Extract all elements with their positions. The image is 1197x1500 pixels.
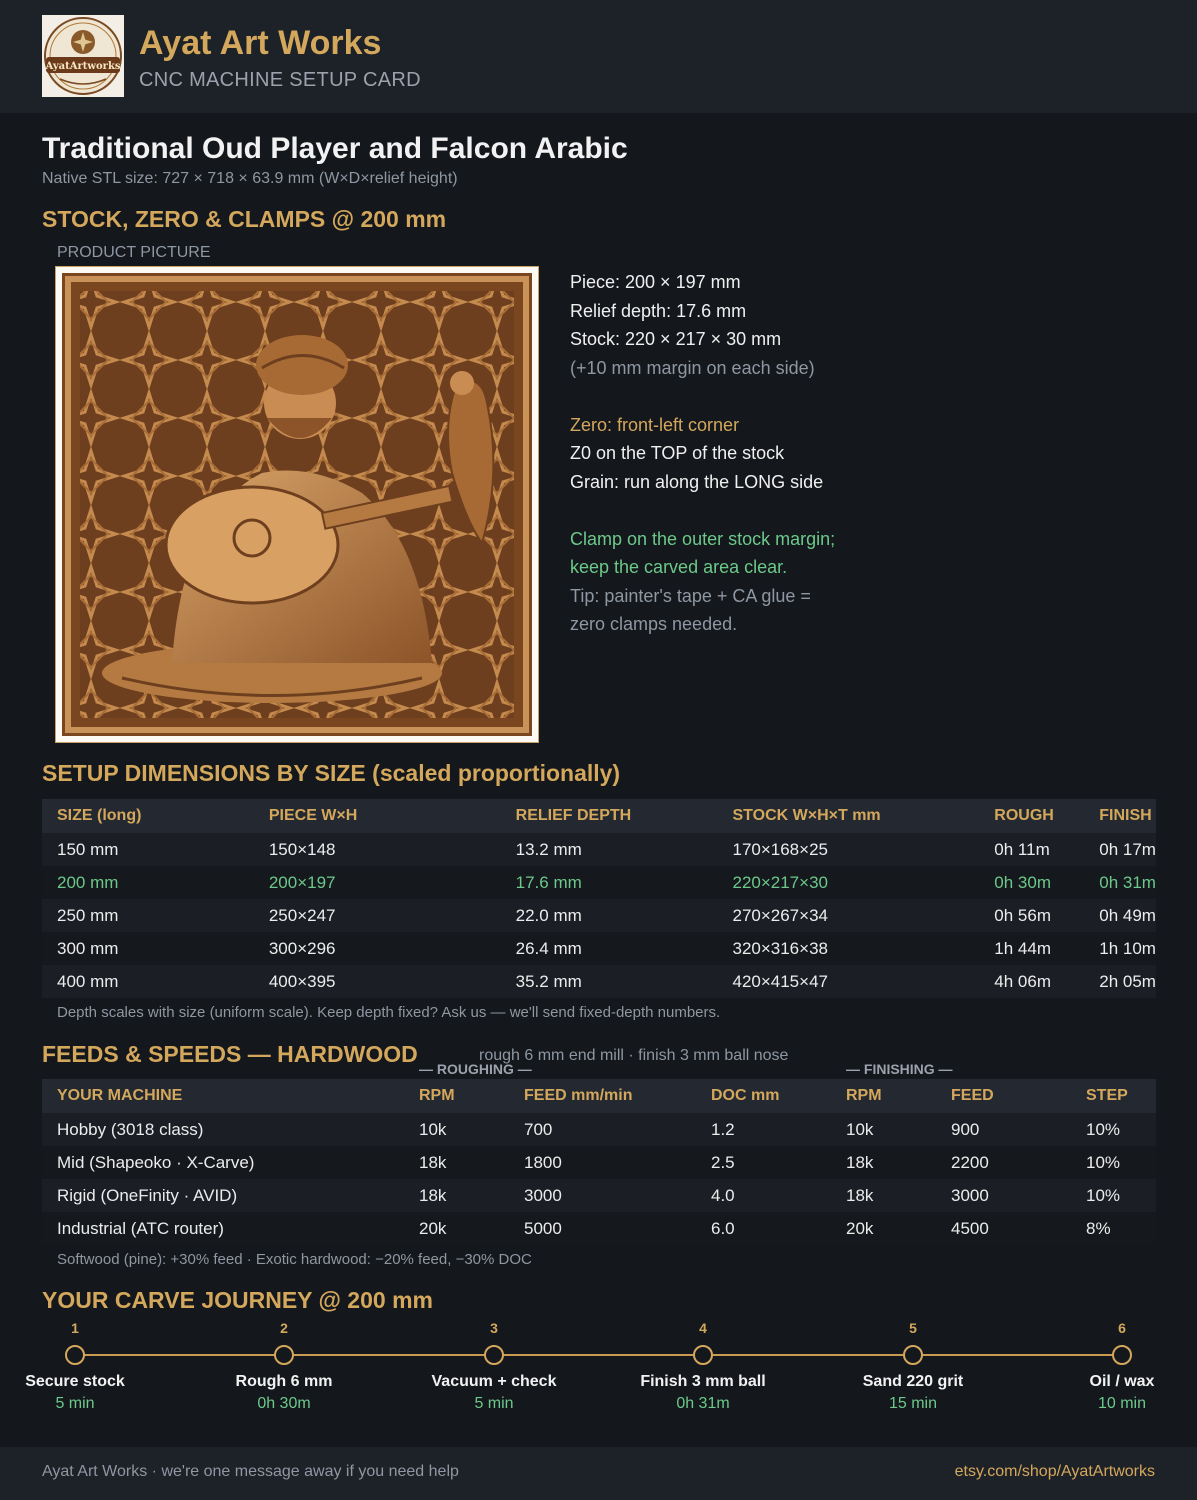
cell: 26.4 mm	[501, 932, 718, 965]
col-size: SIZE (long)	[42, 799, 254, 833]
step-time: 0h 30m	[257, 1395, 311, 1412]
col-stock: STOCK W×H×T mm	[717, 799, 979, 833]
stock-specs	[570, 268, 835, 639]
dimensions-note: Depth scales with size (uniform scale). Keep depth fixed? Ask us — we'll send fixed-depth numbers.	[57, 1004, 721, 1021]
cell: 4h 06m	[979, 965, 1084, 998]
cell: 150 mm	[42, 833, 254, 866]
journey-step	[613, 1320, 793, 1413]
spec-clamp-2: keep the carved area clear.	[570, 557, 788, 577]
cell: 6.0	[696, 1212, 831, 1245]
footer	[0, 1447, 1197, 1500]
cell: 20k	[404, 1212, 509, 1245]
table-row	[42, 1179, 1156, 1212]
stock-heading: STOCK, ZERO & CLAMPS @ 200 mm	[42, 206, 447, 232]
spec-piece: Piece: 200 × 197 mm	[570, 272, 741, 292]
step-number: 6	[1118, 1320, 1126, 1336]
cell: 10k	[831, 1113, 936, 1146]
cell: 2.5	[696, 1146, 831, 1179]
cell: 700	[509, 1113, 696, 1146]
dimensions-heading: SETUP DIMENSIONS BY SIZE (scaled proportionally)	[42, 760, 621, 786]
cell: 170×168×25	[717, 833, 979, 866]
spec-clamp-1: Clamp on the outer stock margin;	[570, 528, 836, 549]
group-finishing: — FINISHING —	[846, 1061, 953, 1077]
cell: 10%	[1071, 1146, 1156, 1179]
cell: 1h 44m	[979, 932, 1084, 965]
cell: 10k	[404, 1113, 509, 1146]
native-size: Native STL size: 727 × 718 × 63.9 mm (W×D×relief height)	[42, 170, 458, 187]
journey-step	[0, 1320, 165, 1413]
step-number: 4	[699, 1320, 707, 1336]
step-label: Secure stock	[25, 1373, 125, 1390]
shop-link[interactable]: etsy.com/shop/AyatArtworks	[954, 1463, 1155, 1480]
cell: 20k	[831, 1212, 936, 1245]
table-row	[42, 1113, 1156, 1146]
col-doc: DOC mm	[696, 1079, 831, 1113]
cell: 18k	[404, 1179, 509, 1212]
footer-help-text: Ayat Art Works · we're one message away if you need help	[42, 1463, 459, 1480]
cell: 0h 56m	[979, 899, 1084, 932]
product-title: Traditional Oud Player and Falcon Arabic	[42, 132, 628, 165]
product-picture	[55, 266, 539, 743]
feeds-note: Softwood (pine): +30% feed · Exotic hardwood: −20% feed, −30% DOC	[57, 1251, 532, 1268]
picture-label: PRODUCT PICTURE	[57, 244, 211, 261]
cell: 35.2 mm	[501, 965, 718, 998]
cell: 250×247	[254, 899, 501, 932]
step-time: 10 min	[1097, 1395, 1147, 1412]
feeds-table	[42, 1079, 1156, 1245]
col-piece: PIECE W×H	[254, 799, 501, 833]
step-time: 15 min	[888, 1395, 938, 1412]
step-number: 3	[490, 1320, 498, 1336]
step-time: 0h 31m	[676, 1395, 730, 1412]
step-dot-icon	[274, 1345, 294, 1365]
journey-heading: YOUR CARVE JOURNEY @ 200 mm	[42, 1287, 433, 1313]
cell: 400×395	[254, 965, 501, 998]
cell: 150×148	[254, 833, 501, 866]
cell: 13.2 mm	[501, 833, 718, 866]
step-time: 5 min	[55, 1395, 95, 1412]
brand-name: Ayat Art Works	[139, 24, 382, 62]
tool-note: rough 6 mm end mill · finish 3 mm ball nose	[479, 1047, 789, 1064]
cell: 200×197	[254, 866, 501, 899]
journey-step	[1032, 1320, 1197, 1413]
col-machine: YOUR MACHINE	[42, 1079, 404, 1113]
step-dot-icon	[1112, 1345, 1132, 1365]
step-number: 5	[909, 1320, 917, 1336]
step-time: 5 min	[474, 1395, 514, 1412]
cell: 0h 30m	[979, 866, 1084, 899]
col-finish: FINISH	[1084, 799, 1156, 833]
table-row	[42, 899, 1156, 932]
spec-relief: Relief depth: 17.6 mm	[570, 300, 747, 321]
col-rough-feed: FEED mm/min	[509, 1079, 696, 1113]
spec-margin: (+10 mm margin on each side)	[570, 357, 815, 378]
cell: 220×217×30	[717, 866, 979, 899]
cell: 270×267×34	[717, 899, 979, 932]
cell: 3000	[936, 1179, 1071, 1212]
journey-step	[194, 1320, 374, 1413]
journey-step	[823, 1320, 1003, 1413]
cell: 400 mm	[42, 965, 254, 998]
feeds-heading: FEEDS & SPEEDS — HARDWOOD	[42, 1041, 418, 1067]
spec-tip-1: Tip: painter's tape + CA glue =	[570, 585, 811, 606]
cell: Rigid (OneFinity · AVID)	[42, 1179, 404, 1212]
step-number: 2	[280, 1320, 288, 1336]
step-label: Rough 6 mm	[235, 1373, 333, 1390]
table-row	[42, 932, 1156, 965]
cell: 0h 11m	[979, 833, 1084, 866]
dimensions-header-row	[42, 799, 1156, 833]
cell: 1800	[509, 1146, 696, 1179]
cell: 0h 49m	[1084, 899, 1156, 932]
feeds-header-row	[42, 1079, 1156, 1113]
col-rough: ROUGH	[979, 799, 1084, 833]
step-number: 1	[71, 1320, 79, 1336]
carve-journey	[0, 1320, 1197, 1430]
cell: 18k	[404, 1146, 509, 1179]
step-dot-icon	[903, 1345, 923, 1365]
col-finish-rpm: RPM	[831, 1079, 936, 1113]
spec-zero: Zero: front-left corner	[570, 414, 740, 435]
cell: 10%	[1071, 1113, 1156, 1146]
step-dot-icon	[693, 1345, 713, 1365]
cell: Hobby (3018 class)	[42, 1113, 404, 1146]
group-roughing: — ROUGHING —	[419, 1061, 532, 1077]
cell: 0h 17m	[1084, 833, 1156, 866]
cell: 18k	[831, 1179, 936, 1212]
cell: 22.0 mm	[501, 899, 718, 932]
table-row-highlighted	[42, 866, 1156, 899]
cell: Industrial (ATC router)	[42, 1212, 404, 1245]
spec-tip-2: zero clamps needed.	[570, 614, 738, 634]
dimensions-table	[42, 799, 1156, 998]
step-label: Sand 220 grit	[862, 1373, 964, 1390]
cell: Mid (Shapeoko · X-Carve)	[42, 1146, 404, 1179]
cell: 420×415×47	[717, 965, 979, 998]
logo-wordmark: AyatArtworks	[45, 61, 121, 72]
step-label: Vacuum + check	[431, 1373, 557, 1390]
cell: 0h 31m	[1084, 866, 1156, 899]
step-dot-icon	[65, 1345, 85, 1365]
step-dot-icon	[484, 1345, 504, 1365]
cell: 2h 05m	[1084, 965, 1156, 998]
cell: 17.6 mm	[501, 866, 718, 899]
cell: 300×296	[254, 932, 501, 965]
cell: 10%	[1071, 1179, 1156, 1212]
table-row	[42, 833, 1156, 866]
brand-logo	[42, 15, 124, 97]
cell: 900	[936, 1113, 1071, 1146]
cell: 5000	[509, 1212, 696, 1245]
cell: 4500	[936, 1212, 1071, 1245]
table-row	[42, 1146, 1156, 1179]
col-rough-rpm: RPM	[404, 1079, 509, 1113]
cell: 200 mm	[42, 866, 254, 899]
col-relief: RELIEF DEPTH	[501, 799, 718, 833]
journey-step	[404, 1320, 584, 1413]
cell: 8%	[1071, 1212, 1156, 1245]
table-row	[42, 965, 1156, 998]
spec-z0: Z0 on the TOP of the stock	[570, 443, 785, 463]
cell: 2200	[936, 1146, 1071, 1179]
cell: 3000	[509, 1179, 696, 1212]
cell: 250 mm	[42, 899, 254, 932]
step-label: Finish 3 mm ball	[640, 1373, 766, 1390]
cell: 320×316×38	[717, 932, 979, 965]
cell: 300 mm	[42, 932, 254, 965]
step-label: Oil / wax	[1089, 1373, 1155, 1390]
cell: 18k	[831, 1146, 936, 1179]
cell: 4.0	[696, 1179, 831, 1212]
spec-stock: Stock: 220 × 217 × 30 mm	[570, 329, 782, 349]
col-step: STEP	[1071, 1079, 1156, 1113]
header	[0, 0, 1197, 113]
col-finish-feed: FEED	[936, 1079, 1071, 1113]
table-row	[42, 1212, 1156, 1245]
spec-grain: Grain: run along the LONG side	[570, 471, 824, 492]
cell: 1.2	[696, 1113, 831, 1146]
card-subtitle: CNC MACHINE SETUP CARD	[139, 69, 421, 91]
cell: 1h 10m	[1084, 932, 1156, 965]
